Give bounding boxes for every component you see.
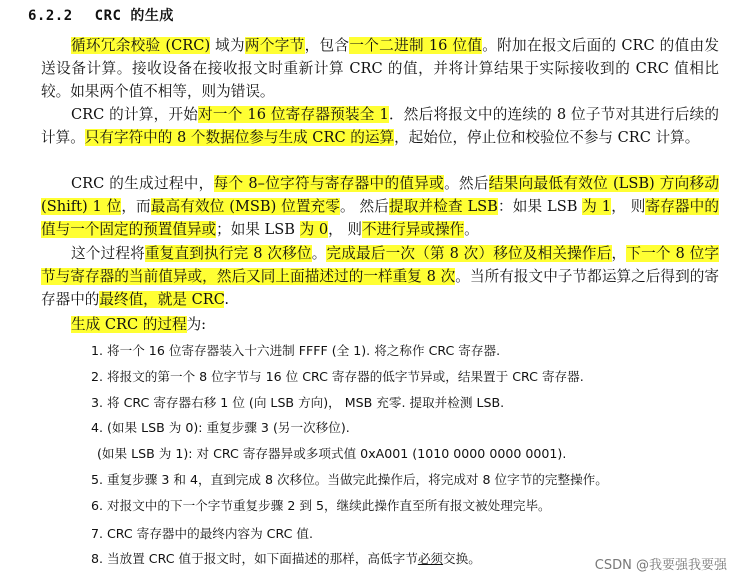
step-text: 8. 当放置 CRC 值于报文时，如下面描述的那样，高低字节 [91,551,418,566]
paragraph-procedure-intro [41,313,719,336]
paragraph-crc-field [41,34,719,103]
step-item: 4. (如果 LSB 为 0): 重复步骤 3 (另一次移位). [91,420,350,435]
highlight: 为 0 [299,221,329,238]
text: CRC 的计算，开始 [71,106,199,123]
highlight: 两个字节 [244,37,305,54]
highlight: 只有字符中的 8 个数据位参与生成 CRC 的运算 [84,129,395,146]
text: ， 则 [611,198,646,215]
highlight: 不进行异或操作 [361,221,465,238]
highlight: 生成 CRC 的过程 [71,316,187,333]
highlight: 结果向最低有效位 (LSB) 方向移动(Shift) 1 位 [41,175,719,215]
step-text: 交换。 [443,551,481,566]
highlight: 一个二进制 16 位值 [349,37,483,54]
section-title: CRC 的生成 [94,8,174,24]
text: . [224,291,230,308]
text: 。 [311,245,327,262]
underlined-text: 必须 [417,551,443,566]
text: 。 [464,221,479,238]
paragraph-crc-process [41,172,719,241]
highlight: 完成最后一次（第 8 次）移位及相关操作后 [326,245,612,262]
step-item [91,551,481,567]
highlight: 循环冗余校验 (CRC) [71,37,211,54]
section-number: 6.2.2 [28,8,73,24]
step-item: 5. 重复步骤 3 和 4，直到完成 8 次移位。当做完此操作后，将完成对 8 位字节的完整操作。 [91,472,608,487]
highlight: 每个 8–位字符与寄存器中的值异或 [213,175,445,192]
paragraph-crc-repeat [41,242,719,311]
text: 域为 [210,37,245,54]
step-item: 2. 将报文的第一个 8 位字节与 16 位 CRC 寄存器的低字节异或，结果置于 CRC 寄存器. [91,369,584,384]
highlight: 对一个 16 位寄存器预装全 1 [198,106,389,123]
highlight: 为 1 [582,198,612,215]
highlight: 提取并检查 LSB [389,198,498,215]
step-item: 3. 将 CRC 寄存器右移 1 位 (向 LSB 方向)， MSB 充零. 提取并检测 LSB. [91,395,505,410]
highlight: 下一个 8 位字节与寄存器的当前值异或，然后又同上面描述过的一样重复 8 次 [41,245,719,285]
text: 这个过程将 [71,245,145,262]
highlight: 寄存器中的值与一个固定的预置值异或 [41,198,719,238]
text: 。 然后 [340,198,390,215]
paragraph-crc-calculation [41,103,719,149]
text: ， 则 [328,221,362,238]
highlight: 最终值，就是 CRC [99,291,225,308]
step-item: 7. CRC 寄存器中的最终内容为 CRC 值. [91,526,313,541]
highlight: 重复直到执行完 8 次移位 [144,245,312,262]
text: ；如果 LSB [216,221,300,238]
text: 。然后 [444,175,489,192]
text: ，起始位，停止位和校验位不参与 CRC 计算。 [394,129,700,146]
step-item: (如果 LSB 为 1): 对 CRC 寄存器异或多项式值 0xA001 (1010 0000 0000 0001). [97,446,567,461]
csdn-watermark: CSDN @我要强我要强 [594,558,727,573]
text: 。附加在报文后面的 CRC 的值由发送设备计算。接收设备在接收报文时重新计算 CRC 的值，并将计算结果于实际接收到的 CRC 值相比较。如果两个值不相等，则为错误。 [41,37,719,100]
text: ，而 [121,198,151,215]
step-item: 6. 对报文中的下一个字节重复步骤 2 到 5，继续此操作直至所有报文被处理完毕。 [91,498,551,513]
text: ，包含 [304,37,350,54]
text: ．然后将报文中的连续的 8 位子节对其进行后续的计算。 [41,106,719,146]
text: ：如果 LSB [497,198,583,215]
highlight: 最高有效位 (MSB) 位置充零 [150,198,341,215]
text: 为: [186,316,207,333]
section-heading [28,5,174,25]
text: CRC 的生成过程中， [71,175,214,192]
step-item: 1. 将一个 16 位寄存器装入十六进制 FFFF (全 1). 将之称作 CRC 寄存器. [91,343,501,358]
text: ， [611,245,627,262]
text: 。当所有报文中子节都运算之后得到的寄存器中的 [41,268,719,308]
